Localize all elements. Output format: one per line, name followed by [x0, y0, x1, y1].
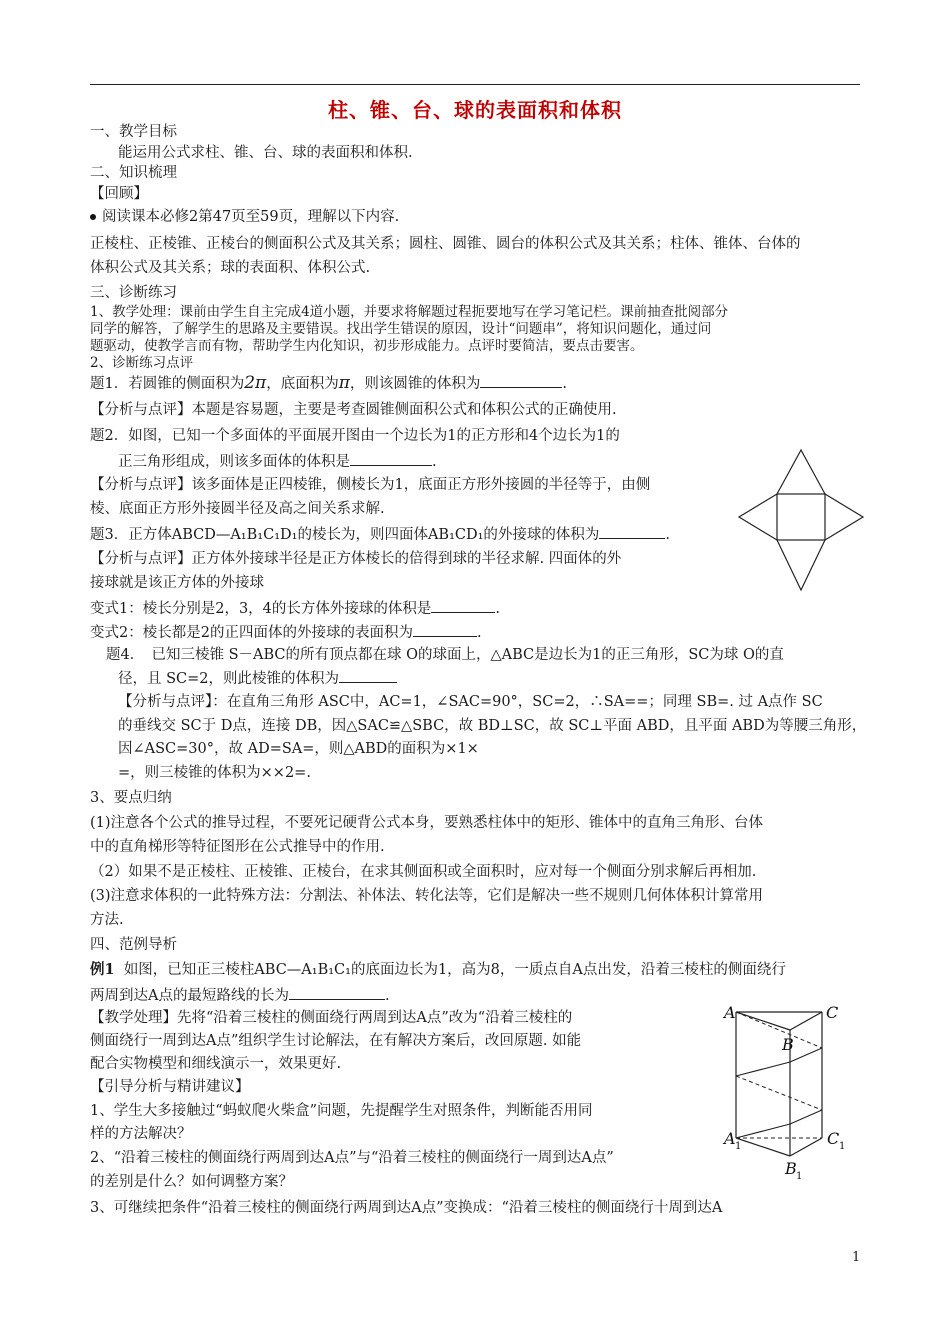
section-heading-4: 四、范例导析	[90, 937, 177, 953]
key-point-2: （2）如果不是正棱柱、正棱锥、正棱台，在求其侧面积或全面积时，应对每一个侧面分别求解后再相加.	[90, 864, 757, 880]
analysis-2-line-1: 【分析与点评】该多面体是正四棱锥，侧棱长为1，底面正方形外接圆的半径等于，由侧	[90, 477, 651, 493]
q1-text-a: 题1．若圆锥的侧面积为	[90, 376, 245, 392]
analysis-3-line-1: 【分析与点评】正方体外接球半径是正方体棱长的倍得到球的半径求解. 四面体的外	[90, 551, 622, 567]
variant-2	[90, 622, 482, 643]
variant-2-period: .	[476, 625, 482, 641]
analysis-1: 【分析与点评】本题是容易题，主要是考查圆锥侧面积公式和体积公式的正确使用.	[90, 402, 617, 418]
variant-1	[90, 598, 500, 619]
label-B1: B	[785, 1159, 797, 1178]
question-1	[90, 373, 567, 394]
label-A1-subscript: 1	[735, 1141, 742, 1152]
guidance-2-line-2: 的差别是什么？如何调整方案？	[90, 1174, 293, 1190]
variant-2-text: 变式2：棱长都是2的正四面体的外接球的表面积为	[90, 625, 413, 641]
net-triangle-right	[825, 494, 863, 540]
path-segment-1	[736, 1012, 822, 1048]
answer-blank	[431, 598, 495, 613]
key-point-1-line-1: (1)注意各个公式的推导过程，不要死记硬背公式本身，要熟悉柱体中的矩形、锥体中的直角三角形、台体	[90, 815, 764, 831]
q3-text: 题3．正方体ABCD—A₁B₁C₁D₁的棱长为，则四面体AB₁CD₁的外接球的体积为	[90, 527, 600, 543]
analysis-4-line-2: 的垂线交 SC于 D点，连接 DB，因△SAC≌△SBC，故 BD⊥SC，故 SC⊥平面 ABD，且平面 ABD为等腰三角形，	[118, 718, 867, 734]
q4-text: 径，且 SC=2，则此棱锥的体积为	[118, 671, 340, 687]
pyramid-net-figure	[735, 444, 867, 596]
label-A1: A	[724, 1129, 736, 1148]
path-segment-4a	[790, 1110, 822, 1124]
net-triangle-left	[739, 494, 777, 540]
label-C1: C	[827, 1129, 840, 1148]
label-B1-subscript: 1	[796, 1171, 803, 1182]
answer-blank	[413, 622, 477, 637]
reading-bullet	[90, 207, 399, 227]
teaching-process-line-3: 配合实物模型和细线演示一，效果更好.	[90, 1056, 342, 1072]
analysis-4-line-1: 【分析与点评】：在直角三角形 ASC中，AC=1，∠SAC=90°，SC=2，∴SA==；同理 SB=. 过 A点作 SC	[118, 694, 823, 710]
teaching-note-2: 同学的解答，了解学生的思路及主要错误。找出学生错误的原因，设计“问题串”，将知识问题化，通过问	[90, 321, 712, 337]
example-1-question: 两周到达A点的最短路线的长为	[90, 988, 289, 1004]
example-1-period: .	[384, 988, 390, 1004]
q1-lateral-area: 2π	[244, 373, 267, 393]
variant-1-text: 变式1：棱长分别是2，3，4的长方体外接球的体积是	[90, 601, 432, 617]
label-A: A	[724, 1003, 736, 1022]
section-heading-1: 一、教学目标	[90, 124, 177, 140]
page-number: 1	[852, 1250, 861, 1265]
net-triangle-bottom	[777, 540, 825, 590]
knowledge-line-1: 正棱柱、正棱锥、正棱台的侧面积公式及其关系；圆柱、圆锥、圆台的体积公式及其关系；柱体、锥体、台体的	[90, 236, 801, 252]
reading-text: 阅读课本必修2第47页至59页，理解以下内容.	[102, 209, 400, 225]
key-point-3-line-2: 方法.	[90, 912, 124, 928]
path-segment-4b	[736, 1124, 790, 1138]
q1-period: .	[562, 376, 568, 392]
answer-blank	[350, 451, 432, 466]
question-3	[90, 524, 670, 545]
label-C1-subscript: 1	[839, 1141, 846, 1152]
net-triangle-top	[777, 450, 825, 494]
example-label: 例1	[90, 961, 115, 978]
q2-text: 正三角形组成，则该多面体的体积是	[118, 454, 350, 470]
section-heading-3: 三、诊断练习	[90, 285, 177, 301]
key-points-heading: 3、要点归纳	[90, 790, 172, 806]
label-C: C	[826, 1003, 839, 1022]
section-heading-2: 二、知识梳理	[90, 165, 177, 181]
variant-1-period: .	[495, 601, 501, 617]
edge-A1B1	[736, 1138, 790, 1156]
question-2-line-1: 题2．如图，已知一个多面体的平面展开图由一个边长为1的正方形和4个边长为1的	[90, 428, 620, 444]
question-4-line-1: 题4． 已知三棱锥 S－ABC的所有顶点都在球 O的球面上，△ABC是边长为1的正三角形，SC为球 O的直	[106, 647, 784, 663]
bullet-icon	[90, 214, 96, 220]
teaching-process-line-1: 【教学处理】先将“沿着三棱柱的侧面绕行两周到达A点”改为“沿着三棱柱的	[90, 1010, 573, 1026]
question-4-line-2	[118, 668, 397, 689]
q2-period: .	[432, 454, 437, 470]
guidance-heading: 【引导分析与精讲建议】	[90, 1079, 250, 1095]
teaching-note-1: 1、教学处理：课前由学生自主完成4道小题，并要求将解题过程扼要地写在学习笔记栏。课前抽查批阅部分	[90, 304, 729, 320]
q1-text-b: ，底面积为	[266, 376, 339, 392]
teaching-note-3: 题驱动，使教学言而有物，帮助学生内化知识，初步形成能力。点评时要简洁，要点击要害。	[90, 338, 644, 354]
example-1-text: 如图，已知正三棱柱ABC—A₁B₁C₁的底面边长为1，高为8，一质点自A点出发，沿着三棱柱的侧面绕行	[123, 962, 786, 978]
net-square	[777, 494, 825, 540]
objective-text: 能运用公式求柱、锥、台、球的表面积和体积.	[118, 145, 413, 161]
answer-blank	[480, 373, 562, 388]
edge-BC	[790, 1012, 822, 1030]
answer-blank	[599, 524, 665, 539]
guidance-1-line-1: 1、学生大多接触过“蚂蚁爬火柴盒”问题，先提醒学生对照条件，判断能否用同	[90, 1103, 593, 1119]
path-segment-2b	[736, 1062, 790, 1076]
edge-B1C1	[790, 1138, 822, 1156]
question-2-line-2	[118, 451, 437, 472]
knowledge-line-2: 体积公式及其关系；球的表面积、体积公式.	[90, 260, 371, 276]
example-1-line-2	[90, 985, 390, 1006]
teaching-process-line-2: 侧面绕行一周到达A点”组织学生讨论解法，在有解决方案后，改回原题. 如能	[90, 1033, 582, 1049]
q1-text-c: ，则该圆锥的体积为	[349, 376, 481, 392]
key-point-3-line-1: (3)注意求体积的一此特殊方法：分割法、补体法、转化法等，它们是解决一些不规则几何体体积计算常用	[90, 888, 764, 904]
label-B: B	[782, 1035, 794, 1054]
answer-blank	[289, 985, 385, 1000]
key-point-1-line-2: 中的直角梯形等特征图形在公式推导中的作用.	[90, 839, 385, 855]
analysis-4-line-4: =，则三棱锥的体积为××2=.	[118, 765, 311, 781]
diagnosis-heading: 2、诊断练习点评	[90, 355, 194, 371]
path-segment-3	[736, 1076, 822, 1110]
analysis-2-line-2: 棱、底面正方形外接圆半径及高之间关系求解.	[90, 501, 385, 517]
guidance-1-line-2: 样的方法解决？	[90, 1126, 192, 1142]
q1-base-area: π	[338, 373, 350, 393]
guidance-2-line-1: 2、“沿着三棱柱的侧面绕行两周到达A点”与“沿着三棱柱的侧面绕行一周到达A点”	[90, 1150, 614, 1166]
triangular-prism-figure	[722, 998, 852, 1184]
path-segment-2a	[790, 1048, 822, 1062]
review-heading: 【回顾】	[90, 186, 148, 202]
header-rule	[90, 84, 860, 85]
page-title: 柱、锥、台、球的表面积和体积	[328, 98, 622, 122]
edge-AB	[736, 1012, 790, 1030]
answer-blank	[339, 668, 397, 683]
analysis-3-line-2: 接球就是该正方体的外接球	[90, 575, 264, 591]
guidance-3: 3、可继续把条件“沿着三棱柱的侧面绕行两周到达A点”变换成：“沿着三棱柱的侧面绕行十周到达A	[90, 1200, 723, 1216]
analysis-4-line-3: 因∠ASC=30°，故 AD=SA=，则△ABD的面积为×1×	[118, 741, 479, 757]
q3-period: .	[665, 527, 671, 543]
example-1-line-1	[90, 960, 786, 980]
